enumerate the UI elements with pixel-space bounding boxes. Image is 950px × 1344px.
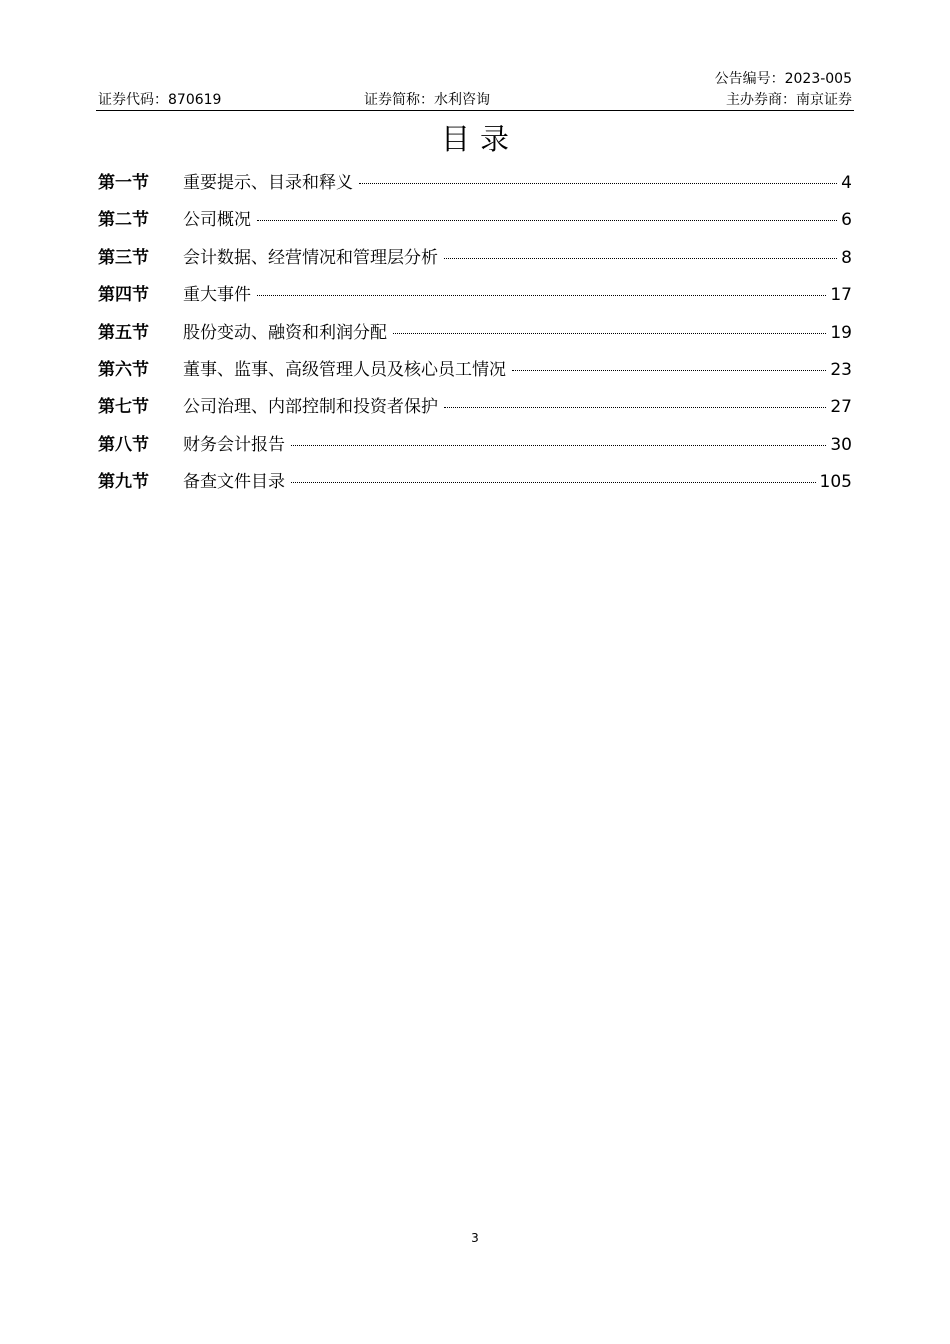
toc-page-number: 6 [841,210,852,231]
toc-entry[interactable] [98,464,852,501]
toc-entry[interactable] [98,427,852,464]
toc-dot-leader [257,295,826,296]
toc-dot-leader [257,220,837,221]
toc-section-title: 财务会计报告 [183,434,285,455]
sponsor-broker: 主办券商：南京证券 [726,92,852,108]
toc-dot-leader [359,183,837,184]
toc-entry[interactable] [98,315,852,352]
toc-page-number: 105 [819,472,852,493]
toc-entry[interactable] [98,240,852,277]
toc-section-number: 第六节 [98,359,149,380]
toc-entry[interactable] [98,202,852,239]
toc-section-number: 第八节 [98,434,149,455]
toc-page-number: 27 [830,397,852,418]
toc-dot-leader [444,258,837,259]
toc-entry[interactable] [98,352,852,389]
toc-dot-leader [444,407,826,408]
toc-entry[interactable] [98,277,852,314]
toc-dot-leader [291,445,826,446]
toc-page-number: 17 [830,285,852,306]
toc-section-title: 备查文件目录 [183,472,285,493]
toc-section-title: 会计数据、经营情况和管理层分析 [183,247,438,268]
page-number: 3 [471,1231,479,1245]
toc-dot-leader [512,370,826,371]
page-title: 目录 [440,122,519,156]
toc-page-number: 19 [830,322,852,343]
announcement-number: 公告编号：2023-005 [714,71,852,87]
toc-page-number: 23 [830,359,852,380]
toc-section-number: 第四节 [98,285,149,306]
toc-section-title: 公司治理、内部控制和投资者保护 [183,397,438,418]
toc-section-title: 重大事件 [183,285,251,306]
toc-page-number: 4 [841,173,852,193]
header-divider [96,110,854,111]
toc-entry[interactable] [98,165,852,202]
toc-section-title: 董事、监事、高级管理人员及核心员工情况 [183,359,506,380]
toc-section-number: 第一节 [98,173,149,193]
toc-section-title: 股份变动、融资和利润分配 [183,322,387,343]
toc-section-number: 第二节 [98,210,149,231]
toc-section-number: 第九节 [98,472,149,493]
toc-dot-leader [393,333,826,334]
toc-page-number: 30 [830,434,852,455]
toc-section-number: 第七节 [98,397,149,418]
toc-section-number: 第五节 [98,322,149,343]
table-of-contents [98,165,852,502]
toc-section-title: 公司概况 [183,210,251,231]
toc-entry[interactable] [98,389,852,426]
toc-dot-leader [291,482,816,483]
toc-section-number: 第三节 [98,247,149,268]
toc-page-number: 8 [841,247,852,268]
security-code: 证券代码：870619 [98,92,222,108]
security-name: 证券简称：水利咨询 [364,92,490,108]
page-header [98,91,854,109]
toc-section-title: 重要提示、目录和释义 [183,173,353,193]
